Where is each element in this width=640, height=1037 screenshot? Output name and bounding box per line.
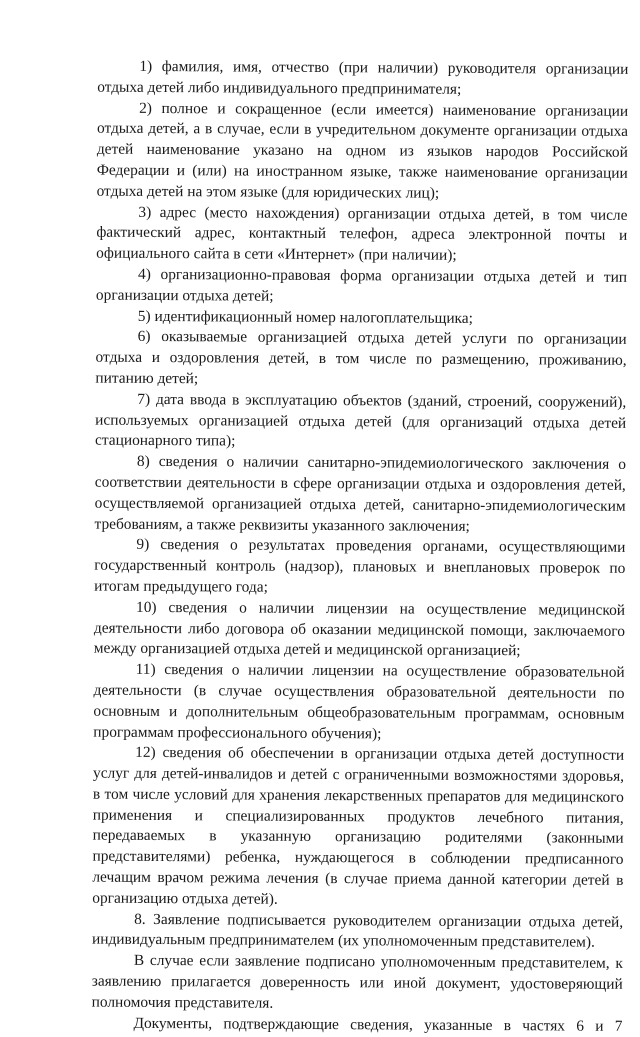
clause-8-signature: 8. Заявление подписывается руководителем организации отдыха детей, индивидуальным предпринимателем (их уполномоченным представителем). (91, 910, 624, 952)
item-9-inspection-results: 9) сведения о результатах проведения органами, осуществляющими государственный контроль (надзор), плановых и внеплановых проверок по итогам предыдущего года; (94, 536, 626, 596)
documents-clause: Документы, подтверждающие сведения, указанные в частях 6 и 7 (133, 1014, 623, 1035)
item-1-manager-name: 1) фамилия, имя, отчество (при наличии) руководителя организации отдыха детей либо индивидуального предпринимателя; (97, 57, 629, 98)
item-8-sanitary-conclusion: 8) сведения о наличии санитарно-эпидемиологического заключения о соответствии деятельности в сфере организации отдыха и оздоровления детей, осуществляемой организацией отдыха детей, санитарно-эпидемиологическим требованиям, а также реквизиты указанного заключения; (94, 453, 626, 535)
item-4-legal-form: 4) организационно-правовая форма организации отдыха детей и тип организации отдыха детей; (95, 265, 628, 305)
item-7-commissioning-date: 7) дата ввода в эксплуатацию объектов (зданий, строений, сооружений), используемых организацией отдыха детей (для организаций отдыха детей стационарного типа); (95, 390, 627, 450)
item-10-medical-license: 10) сведения о наличии лицензии на осуществление медицинской деятельности либо договора об оказании медицинской помощи, заключаемого между организацией отдыха детей и медицинской организацией; (93, 598, 626, 660)
item-2-organization-name: 2) полное и сокращенное (если имеется) наименование организации отдыха детей, а в случае, если в учредительном документе организации отдыха детей наименование указано на одном из языков народов Российской Федерации и (или) на иностранном языке, также наименование организации отдыха детей на этом языке (для юридических лиц); (96, 99, 629, 202)
item-3-address: 3) адрес (место нахождения) организации отдыха детей, в том числе фактический адрес, контактный телефон, адреса электронной почты и официального сайта в сети «Интернет» (при наличии); (96, 203, 628, 265)
item-6-services: 6) оказываемые организацией отдыха детей услуги по организации отдыха и оздоровления детей, в том числе по размещению, проживанию, питанию детей; (95, 328, 627, 388)
item-12-accessibility: 12) сведения об обеспечении в организации отдыха детей доступности услуг для детей-инвалидов и детей с ограниченными возможностями здоровья, в том числе условий для хранения лекарственных препаратов для медицинского применения и специализированных продуктов лечебного питания, передаваемых в указанную организацию родителями (законными представителями) ребенка, нуждающегося в соблюдении предписанного лечащим врачом режима лечения (в случае приема данной категории детей в организацию отдыха детей). (92, 744, 625, 908)
representative-clause: В случае если заявление подписано уполномоченным представителем, к заявлению прилагается доверенность или иной документ, удостоверяющий полномочия представителя. (91, 952, 623, 1012)
item-11-education-license: 11) сведения о наличии лицензии на осуществление образовательной деятельности (в случае осуществления образовательной деятельности по основным и дополнительным общеобразовательным программам, основным программам профессионального обучения); (93, 660, 625, 742)
item-5-taxpayer-id: 5) идентификационный номер налогоплательщика; (137, 307, 474, 327)
